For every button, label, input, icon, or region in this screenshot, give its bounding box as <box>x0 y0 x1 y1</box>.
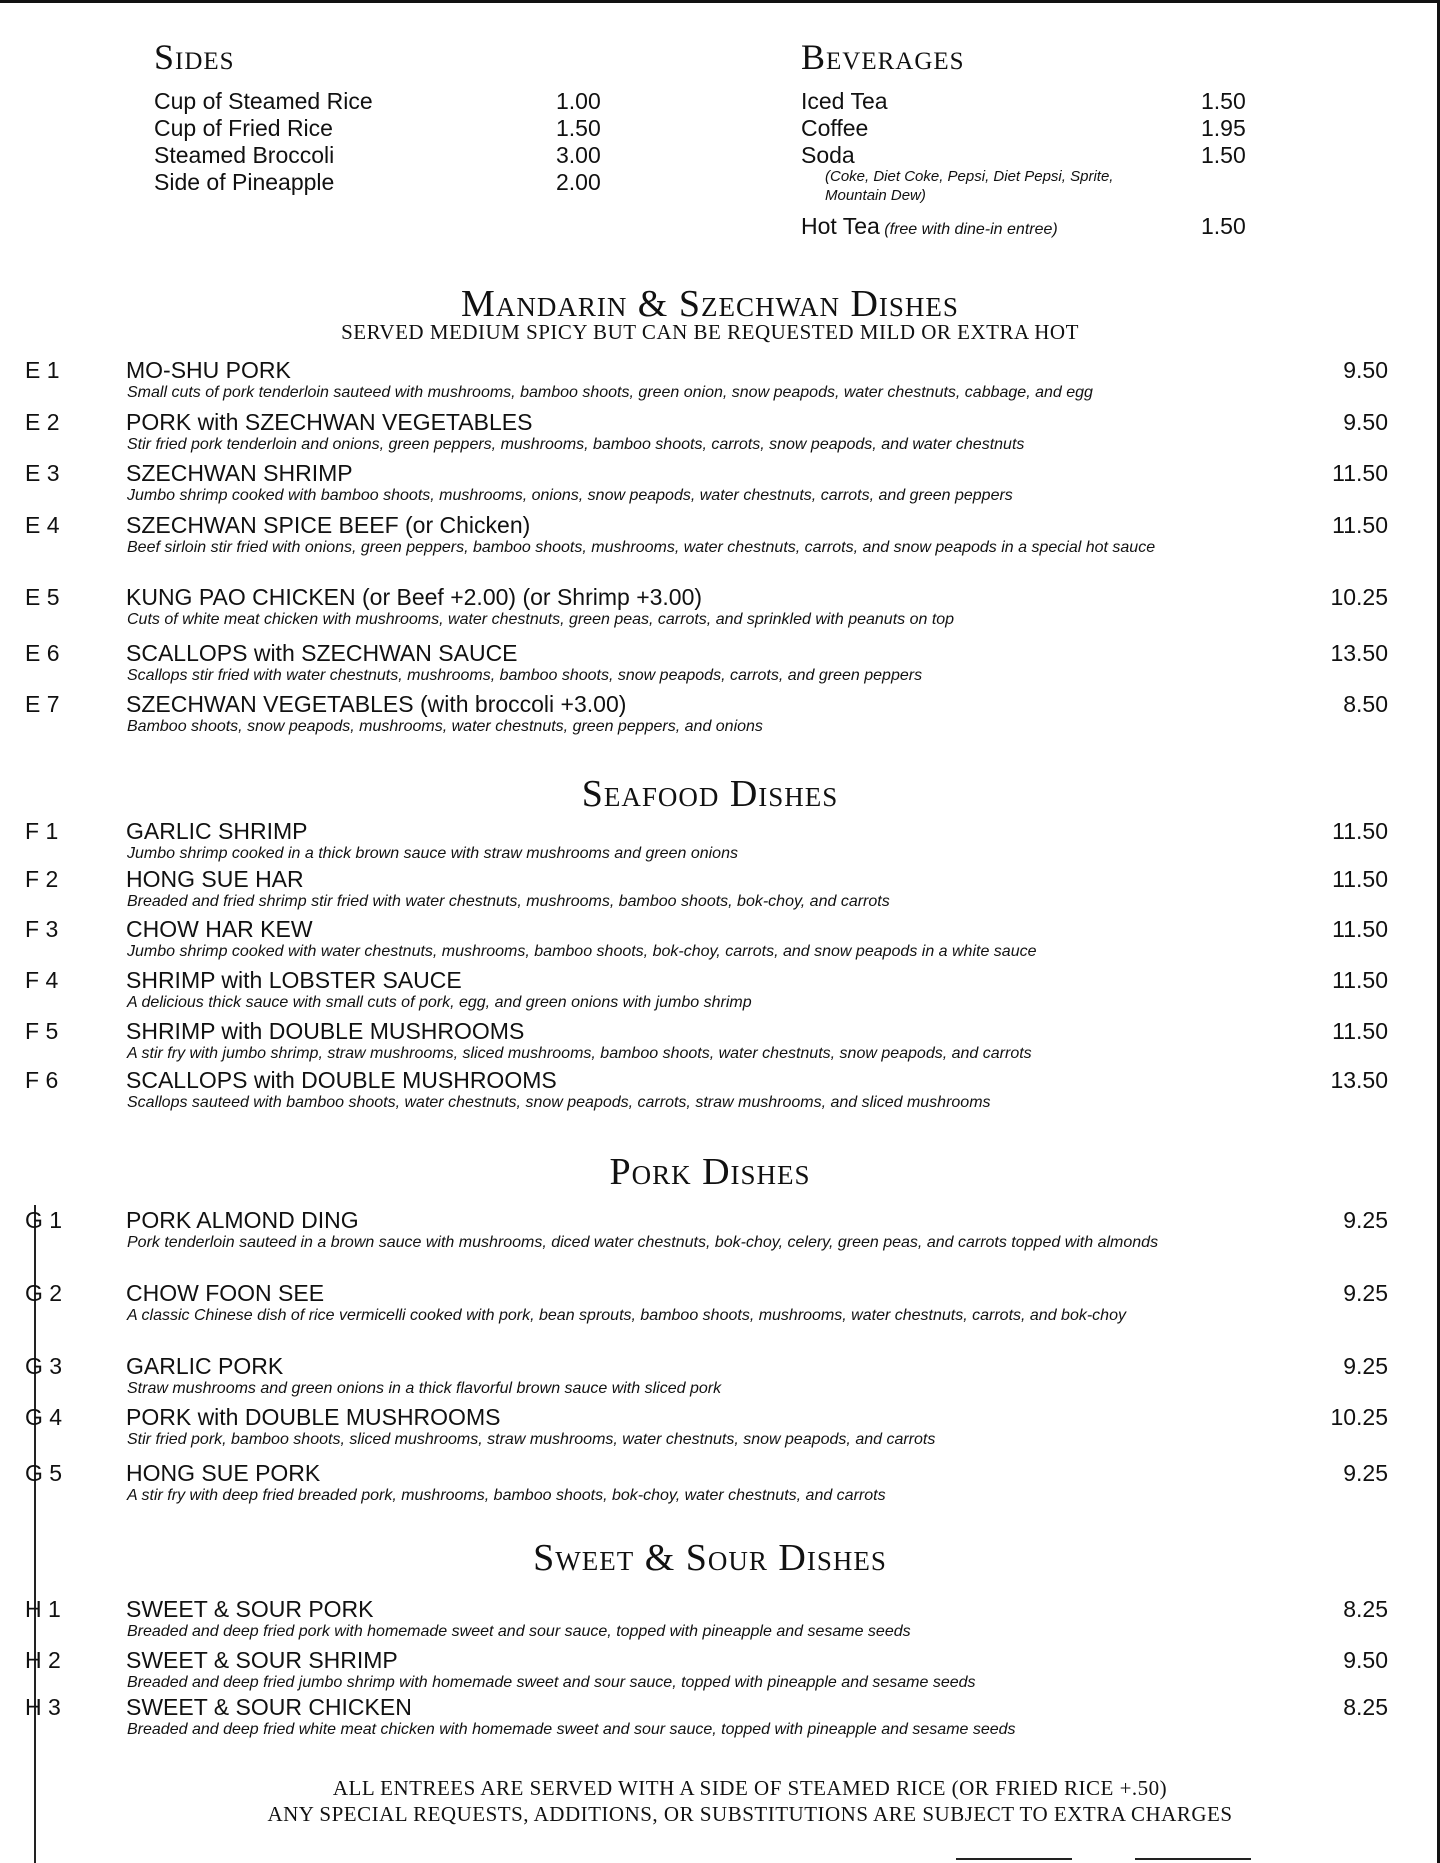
dish-code: H 3 <box>25 1694 61 1720</box>
beverages-section <box>801 36 1261 240</box>
dish-description: A classic Chinese dish of rice vermicelli cooked with pork, bean sprouts, bamboo shoots, mushrooms, water chestnuts, carrots, and bok-choy <box>127 1307 1126 1324</box>
dish-description: A stir fry with jumbo shrimp, straw mushrooms, sliced mushrooms, bamboo shoots, water chestnuts, snow peapods, and carrots <box>127 1045 1032 1062</box>
beverage-item <box>801 115 1261 142</box>
sides-list <box>154 88 614 196</box>
dish-code: G 1 <box>25 1207 63 1233</box>
side-item-name: Steamed Broccoli <box>154 142 335 168</box>
dish-name: SHRIMP with LOBSTER SAUCE <box>126 967 462 993</box>
dish-name: SZECHWAN SHRIMP <box>126 460 353 486</box>
dish-price: 9.50 <box>1343 1647 1388 1673</box>
dish-name: CHOW FOON SEE <box>126 1280 325 1306</box>
dish-code: E 1 <box>25 357 60 383</box>
side-item-price: 1.00 <box>556 88 601 114</box>
dish-name: MO-SHU PORK <box>126 357 291 383</box>
page-border-top <box>0 0 1440 3</box>
dish-code: E 2 <box>25 409 60 435</box>
dish-name: CHOW HAR KEW <box>126 916 313 942</box>
dish-price: 11.50 <box>1332 818 1388 844</box>
mandarin-subtitle: SERVED MEDIUM SPICY BUT CAN BE REQUESTED MILD OR EXTRA HOT <box>341 320 1079 344</box>
side-item-price: 2.00 <box>556 169 601 195</box>
beverage-item-price: 1.50 <box>1201 88 1246 114</box>
mandarin-title: Mandarin & Szechwan Dishes <box>461 283 959 325</box>
dish-code: H 1 <box>25 1596 61 1622</box>
dish-name: SZECHWAN VEGETABLES (with broccoli +3.00) <box>126 691 627 717</box>
dish-price: 9.50 <box>1343 357 1388 383</box>
dish-price: 9.50 <box>1343 409 1388 435</box>
dish-description: A stir fry with deep fried breaded pork, mushrooms, bamboo shoots, bok-choy, water chestnuts, and carrots <box>127 1487 886 1504</box>
dish-price: 13.50 <box>1330 1067 1388 1093</box>
side-item <box>154 88 614 115</box>
dish-description: A delicious thick sauce with small cuts of pork, egg, and green onions with jumbo shrimp <box>127 994 752 1011</box>
dish-price: 8.50 <box>1343 691 1388 717</box>
dish-description: Breaded and deep fried jumbo shrimp with homemade sweet and sour sauce, topped with pineapple and sesame seeds <box>127 1674 976 1691</box>
dish-price: 10.25 <box>1330 1404 1388 1430</box>
dish-code: F 3 <box>25 916 59 942</box>
dish-description: Breaded and deep fried white meat chicken with homemade sweet and sour sauce, topped with pineapple and sesame seeds <box>127 1721 1016 1738</box>
dish-code: F 6 <box>25 1067 59 1093</box>
dish-code: G 4 <box>25 1404 63 1430</box>
dish-name: SCALLOPS with SZECHWAN SAUCE <box>126 640 518 666</box>
beverage-item <box>801 213 1261 240</box>
beverage-item-price: 1.95 <box>1201 115 1246 141</box>
dish-name: SWEET & SOUR SHRIMP <box>126 1647 398 1673</box>
dish-price: 11.50 <box>1332 916 1388 942</box>
dish-price: 11.50 <box>1332 1018 1388 1044</box>
dish-price: 8.25 <box>1343 1596 1388 1622</box>
dish-price: 11.50 <box>1332 866 1388 892</box>
dish-description: Straw mushrooms and green onions in a thick flavorful brown sauce with sliced pork <box>127 1380 722 1397</box>
dish-code: F 5 <box>25 1018 59 1044</box>
dish-name: SWEET & SOUR CHICKEN <box>126 1694 412 1720</box>
beverages-title: Beverages <box>801 37 965 77</box>
dish-name: PORK with DOUBLE MUSHROOMS <box>126 1404 501 1430</box>
footer-note-requests: ANY SPECIAL REQUESTS, ADDITIONS, OR SUBSTITUTIONS ARE SUBJECT TO EXTRA CHARGES <box>267 1802 1233 1826</box>
side-item <box>154 115 614 142</box>
dish-description: Small cuts of pork tenderloin sauteed with mushrooms, bamboo shoots, green onion, snow peapods, water chestnuts, cabbage, and egg <box>127 384 1093 401</box>
beverage-item-note: (Coke, Diet Coke, Pepsi, Diet Pepsi, Sprite, Mountain Dew) <box>825 168 1114 204</box>
dish-description: Pork tenderloin sauteed in a brown sauce with mushrooms, diced water chestnuts, bok-choy, celery, green peas, and carrots topped with almonds <box>127 1234 1159 1251</box>
dish-code: F 2 <box>25 866 59 892</box>
footer-rule-left <box>956 1858 1072 1860</box>
dish-code: E 6 <box>25 640 60 666</box>
beverage-item-name: Hot Tea (free with dine-in entree) <box>801 213 1058 239</box>
side-item-price: 1.50 <box>556 115 601 141</box>
beverage-item-name: Coffee <box>801 115 869 141</box>
beverage-item-name: Iced Tea <box>801 88 888 114</box>
dish-price: 11.50 <box>1332 967 1388 993</box>
sweetsour-title: Sweet & Sour Dishes <box>533 1537 887 1579</box>
dish-price: 11.50 <box>1332 460 1388 486</box>
dish-description: Jumbo shrimp cooked in a thick brown sauce with straw mushrooms and green onions <box>127 845 738 862</box>
side-item-name: Cup of Fried Rice <box>154 115 333 141</box>
beverage-item-price: 1.50 <box>1201 142 1246 168</box>
dish-description: Scallops stir fried with water chestnuts, mushrooms, bamboo shoots, snow peapods, carrots, and green peppers <box>127 667 923 684</box>
side-item-price: 3.00 <box>556 142 601 168</box>
beverage-item-note: (free with dine-in entree) <box>879 221 1058 238</box>
dish-code: H 2 <box>25 1647 61 1673</box>
dish-code: E 4 <box>25 512 60 538</box>
dish-description: Stir fried pork, bamboo shoots, sliced mushrooms, straw mushrooms, water chestnuts, snow peapods, and carrots <box>127 1431 936 1448</box>
dish-description: Breaded and fried shrimp stir fried with water chestnuts, mushrooms, bamboo shoots, bok-choy, and carrots <box>127 893 890 910</box>
dish-price: 11.50 <box>1332 512 1388 538</box>
dish-code: E 3 <box>25 460 60 486</box>
beverage-item-name: Soda <box>801 142 855 168</box>
beverages-list <box>801 88 1261 240</box>
dish-price: 9.25 <box>1343 1207 1388 1233</box>
dish-description: Jumbo shrimp cooked with water chestnuts, mushrooms, bamboo shoots, bok-choy, carrots, and snow peapods in a white sauce <box>127 943 1037 960</box>
side-item <box>154 142 614 169</box>
dish-code: G 3 <box>25 1353 63 1379</box>
dish-name: SCALLOPS with DOUBLE MUSHROOMS <box>126 1067 557 1093</box>
dish-code: G 5 <box>25 1460 63 1486</box>
dish-code: F 1 <box>25 818 59 844</box>
side-item-name: Cup of Steamed Rice <box>154 88 373 114</box>
dish-price: 9.25 <box>1343 1353 1388 1379</box>
dish-description: Breaded and deep fried pork with homemade sweet and sour sauce, topped with pineapple and sesame seeds <box>127 1623 911 1640</box>
dish-description: Jumbo shrimp cooked with bamboo shoots, mushrooms, onions, snow peapods, water chestnuts, carrots, and green peppers <box>127 487 1013 504</box>
dish-price: 9.25 <box>1343 1460 1388 1486</box>
dish-description: Bamboo shoots, snow peapods, mushrooms, water chestnuts, green peppers, and onions <box>127 718 763 735</box>
beverage-item <box>801 142 1261 169</box>
dish-description: Stir fried pork tenderloin and onions, green peppers, mushrooms, bamboo shoots, carrots, snow peapods, and water chestnuts <box>127 436 1025 453</box>
footer-rule-right <box>1135 1858 1251 1860</box>
dish-price: 10.25 <box>1330 584 1388 610</box>
side-item <box>154 169 614 196</box>
dish-name: PORK ALMOND DING <box>126 1207 359 1233</box>
beverage-item-price: 1.50 <box>1201 213 1246 239</box>
beverage-item <box>801 88 1261 115</box>
dish-code: E 5 <box>25 584 60 610</box>
pork-title: Pork Dishes <box>609 1151 811 1193</box>
dish-name: PORK with SZECHWAN VEGETABLES <box>126 409 533 435</box>
dish-name: HONG SUE PORK <box>126 1460 321 1486</box>
sides-title: Sides <box>154 37 235 77</box>
seafood-title: Seafood Dishes <box>581 773 839 815</box>
dish-name: SWEET & SOUR PORK <box>126 1596 374 1622</box>
dish-description: Cuts of white meat chicken with mushrooms, water chestnuts, green peas, carrots, and sprinkled with peanuts on top <box>127 611 955 628</box>
dish-price: 8.25 <box>1343 1694 1388 1720</box>
dish-name: GARLIC SHRIMP <box>126 818 308 844</box>
dish-name: HONG SUE HAR <box>126 866 304 892</box>
dish-description: Beef sirloin stir fried with onions, green peppers, bamboo shoots, mushrooms, water chestnuts, carrots, and snow peapods in a special hot sauce <box>127 539 1156 556</box>
dish-name: GARLIC PORK <box>126 1353 284 1379</box>
dish-code: F 4 <box>25 967 59 993</box>
dish-name: SHRIMP with DOUBLE MUSHROOMS <box>126 1018 525 1044</box>
sides-section <box>154 36 614 196</box>
dish-description: Scallops sauteed with bamboo shoots, water chestnuts, snow peapods, carrots, straw mushrooms, and sliced mushrooms <box>127 1094 991 1111</box>
dish-code: E 7 <box>25 691 60 717</box>
dish-name: SZECHWAN SPICE BEEF (or Chicken) <box>126 512 531 538</box>
dish-price: 9.25 <box>1343 1280 1388 1306</box>
dish-price: 13.50 <box>1330 640 1388 666</box>
side-item-name: Side of Pineapple <box>154 169 335 195</box>
dish-name: KUNG PAO CHICKEN (or Beef +2.00) (or Shrimp +3.00) <box>126 584 703 610</box>
footer-note-rice: ALL ENTREES ARE SERVED WITH A SIDE OF STEAMED RICE (OR FRIED RICE +.50) <box>332 1776 1168 1800</box>
dish-code: G 2 <box>25 1280 63 1306</box>
